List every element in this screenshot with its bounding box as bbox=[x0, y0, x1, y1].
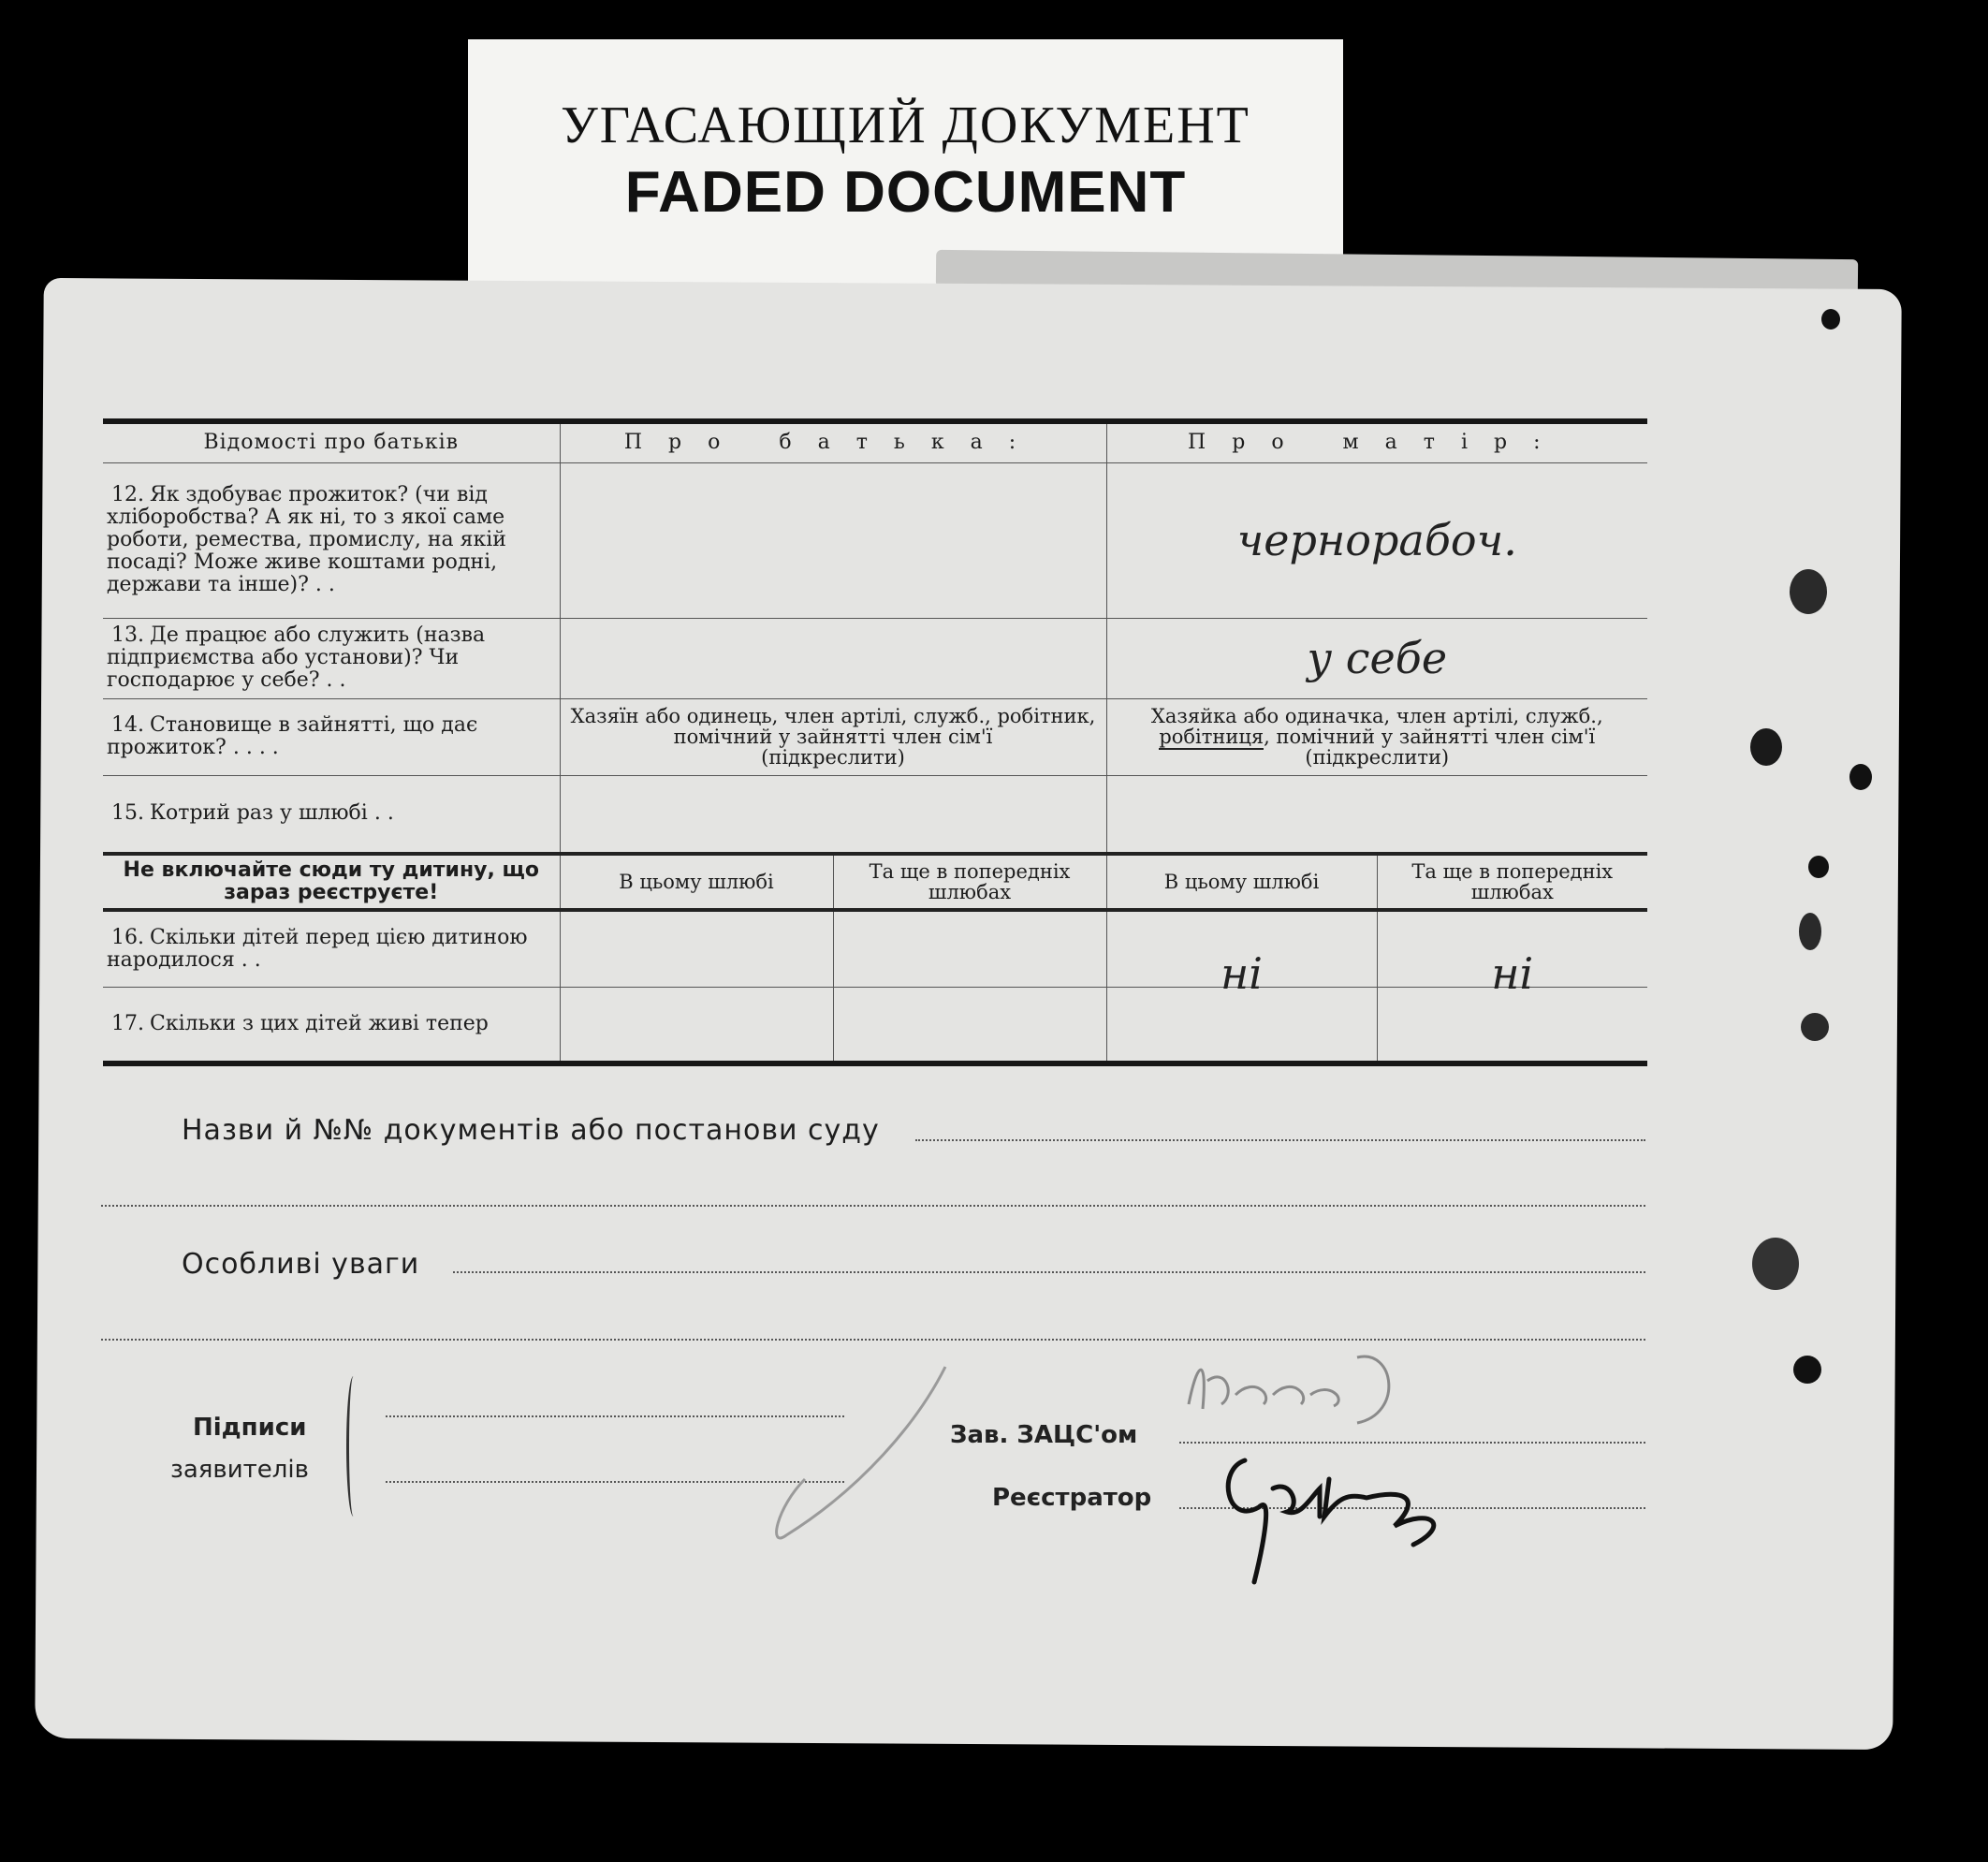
q16-mother-this: ні bbox=[1106, 910, 1377, 987]
header-parents-info: Відомості про батьків bbox=[103, 421, 560, 462]
q13-cell bbox=[103, 618, 560, 698]
table-header-row bbox=[103, 421, 1647, 462]
q15-father-answer bbox=[560, 775, 1106, 854]
row-children-subheader bbox=[103, 854, 1647, 910]
q16-cell bbox=[103, 910, 560, 987]
q16-text: Скільки дітей перед цією дитиною народилося . . bbox=[107, 925, 528, 972]
q14-mother-options bbox=[1106, 698, 1647, 775]
q14-text: Становище в зайнятті, що дає прожиток? . . . . bbox=[107, 713, 478, 759]
q15-text: Котрий раз у шлюбі . . bbox=[150, 801, 394, 826]
father-prev-marriages-header: Та ще в попередніх шлюбах bbox=[833, 854, 1106, 910]
q14-mother-options-b: , помічний у зайнятті член сім'ї bbox=[1264, 726, 1596, 748]
row-q14 bbox=[103, 698, 1647, 775]
faint-pencil-marks bbox=[749, 1348, 992, 1563]
row-q17 bbox=[103, 987, 1647, 1063]
documents-line-2 bbox=[101, 1205, 1645, 1207]
q16-number: 16. bbox=[111, 925, 144, 949]
label-text-en: FADED DOCUMENT bbox=[624, 160, 1187, 225]
q17-cell bbox=[103, 987, 560, 1063]
header-mother: Про матір: bbox=[1106, 421, 1647, 462]
documents-label: Назви й №№ документів або постанови суду bbox=[182, 1114, 880, 1147]
q17-father-this bbox=[560, 987, 833, 1063]
q15-cell bbox=[103, 775, 560, 854]
q17-text: Скільки з цих дітей живі тепер bbox=[150, 1011, 489, 1035]
q14-mother-underlined-choice: робітниця bbox=[1159, 726, 1264, 748]
q17-number: 17. bbox=[111, 1011, 144, 1035]
row-q15 bbox=[103, 775, 1647, 854]
binding-hole bbox=[1752, 1238, 1799, 1290]
head-zags-label: Зав. ЗАЦС'ом bbox=[950, 1421, 1138, 1449]
q14-father-note: (підкреслити) bbox=[761, 746, 905, 769]
header-father: Про батька: bbox=[560, 421, 1106, 462]
q14-number: 14. bbox=[111, 713, 144, 737]
father-this-marriage-header: В цьому шлюбі bbox=[560, 854, 833, 910]
q12-mother-answer: чернорабоч. bbox=[1106, 462, 1647, 618]
label-text-ru: УГАСАЮЩИЙ ДОКУМЕНТ bbox=[561, 96, 1250, 154]
row-q12 bbox=[103, 462, 1647, 618]
registrar-label: Реєстратор bbox=[992, 1484, 1152, 1512]
q17-father-prev bbox=[833, 987, 1106, 1063]
q14-father-options-text: Хазяїн або одинець, член артілі, служб., робітник, помічний у зайнятті член сім'ї bbox=[570, 705, 1096, 748]
binding-hole bbox=[1793, 1356, 1821, 1384]
row-q13 bbox=[103, 618, 1647, 698]
q13-father-answer bbox=[560, 618, 1106, 698]
faded-document-label bbox=[468, 39, 1343, 285]
binding-hole bbox=[1799, 913, 1821, 950]
q16-father-prev bbox=[833, 910, 1106, 987]
binding-hole bbox=[1849, 764, 1872, 790]
binding-hole bbox=[1750, 728, 1782, 766]
q14-cell bbox=[103, 698, 560, 775]
q12-text: Як здобуває прожиток? (чи від хліборобства? А як ні, то з якої саме роботи, ремества, промислу, на якій посаді? Може живе коштами родні, держави та інше)? . . bbox=[107, 483, 506, 596]
remarks-line bbox=[453, 1271, 1645, 1273]
q12-cell bbox=[103, 462, 560, 618]
q12-number: 12. bbox=[111, 483, 144, 506]
applicants-label-line2: заявителів bbox=[170, 1456, 309, 1484]
children-note: Не включайте сюди ту дитину, що зараз реєструєте! bbox=[103, 854, 560, 910]
q14-father-options bbox=[560, 698, 1106, 775]
mother-prev-marriages-header: Та ще в попередніх шлюбах bbox=[1377, 854, 1647, 910]
row-q16 bbox=[103, 910, 1647, 987]
remarks-label: Особливі уваги bbox=[182, 1248, 420, 1281]
binding-hole bbox=[1808, 856, 1829, 878]
q14-mother-options-a: Хазяйка або одиначка, член артілі, служб., bbox=[1150, 705, 1603, 727]
binding-hole bbox=[1801, 1013, 1829, 1041]
q15-mother-answer bbox=[1106, 775, 1647, 854]
faint-head-signature bbox=[1170, 1339, 1413, 1442]
remarks-line-2 bbox=[101, 1339, 1645, 1341]
q13-number: 13. bbox=[111, 623, 144, 647]
parents-info-table bbox=[103, 418, 1647, 1066]
registrar-signature bbox=[1207, 1442, 1544, 1610]
q14-mother-options-line bbox=[1115, 706, 1641, 747]
documents-line bbox=[915, 1139, 1645, 1141]
q13-text: Де працює або служить (назва підприємства або установи)? Чи господарює у себе? . . bbox=[107, 623, 486, 692]
q12-father-answer bbox=[560, 462, 1106, 618]
applicants-signatures-label: Підписи bbox=[193, 1414, 307, 1442]
q13-mother-answer: у себе bbox=[1106, 618, 1647, 698]
applicants-brace bbox=[346, 1376, 360, 1517]
q16-father-this bbox=[560, 910, 833, 987]
q16-mother-prev: ні bbox=[1377, 910, 1647, 987]
binding-hole bbox=[1821, 309, 1840, 330]
mother-this-marriage-header: В цьому шлюбі bbox=[1106, 854, 1377, 910]
binding-hole bbox=[1790, 569, 1827, 614]
q14-mother-note: (підкреслити) bbox=[1305, 746, 1450, 769]
q15-number: 15. bbox=[111, 801, 144, 826]
